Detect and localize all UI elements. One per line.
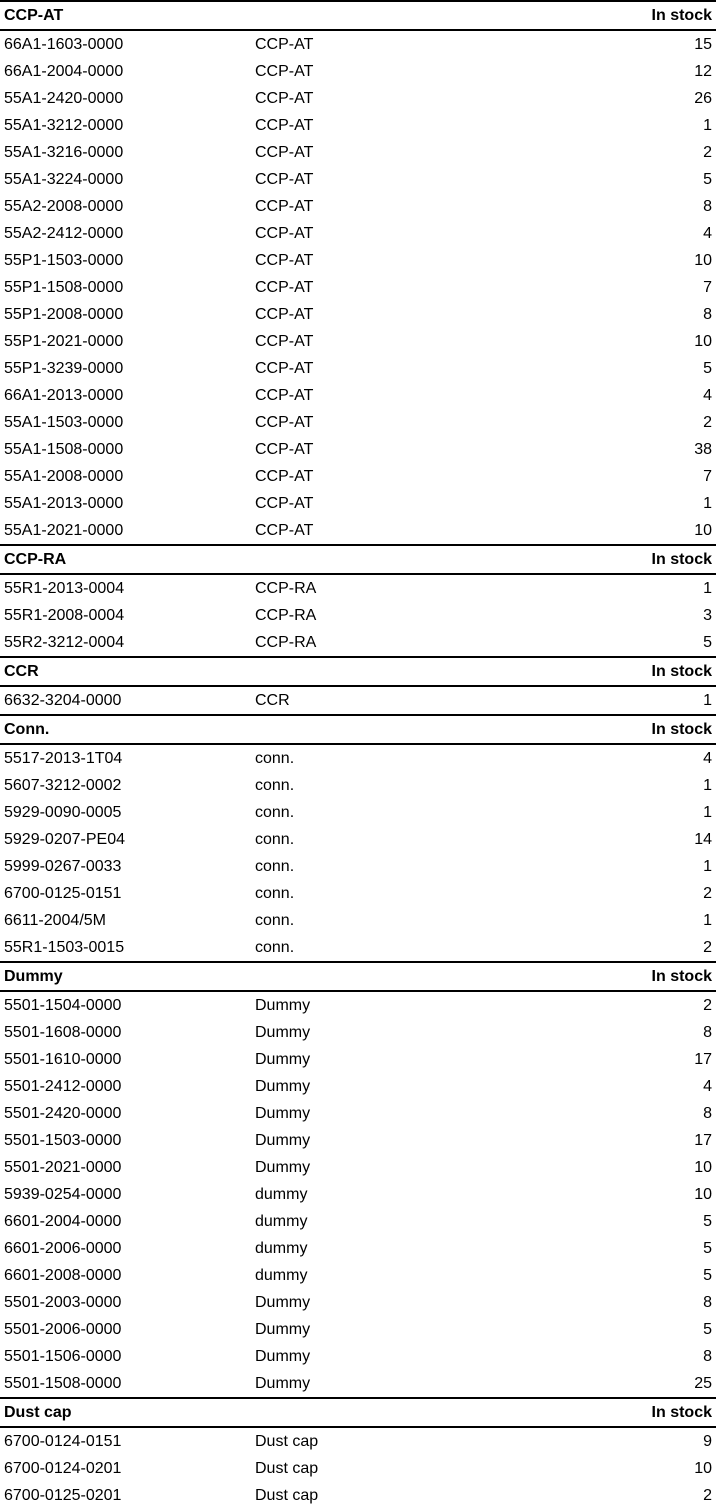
part-type: CCP-RA — [255, 579, 317, 597]
stock-quantity: 26 — [694, 89, 712, 107]
stock-quantity: 1 — [703, 911, 712, 929]
part-type: CCP-AT — [255, 332, 314, 350]
part-type: Dust cap — [255, 1432, 319, 1450]
stock-quantity: 8 — [703, 197, 712, 215]
table-row — [0, 1316, 716, 1343]
part-number: 55A1-2021-0000 — [4, 521, 124, 539]
stock-quantity: 1 — [703, 776, 712, 794]
part-number: 6611-2004/5M — [4, 911, 106, 929]
stock-quantity: 25 — [694, 1374, 712, 1392]
stock-quantity: 5 — [703, 359, 712, 377]
stock-quantity: 10 — [694, 1158, 712, 1176]
stock-quantity: 10 — [694, 251, 712, 269]
part-number: 5501-2412-0000 — [4, 1077, 122, 1095]
table-row — [0, 328, 716, 355]
stock-quantity: 1 — [703, 116, 712, 134]
in-stock-header: In stock — [651, 550, 712, 568]
category-title: CCP-AT — [4, 6, 64, 24]
table-row — [0, 112, 716, 139]
table-row — [0, 1208, 716, 1235]
category-title: Dust cap — [4, 1403, 72, 1421]
stock-quantity: 1 — [703, 494, 712, 512]
table-row — [0, 1235, 716, 1262]
part-number: 66A1-2013-0000 — [4, 386, 124, 404]
part-type: CCP-AT — [255, 116, 314, 134]
in-stock-header: In stock — [651, 1403, 712, 1421]
category-title: Dummy — [4, 967, 63, 985]
part-number: 55A1-1508-0000 — [4, 440, 124, 458]
part-number: 55P1-3239-0000 — [4, 359, 124, 377]
table-row — [0, 1455, 716, 1482]
table-row — [0, 274, 716, 301]
part-type: CCP-AT — [255, 89, 314, 107]
stock-quantity: 4 — [703, 224, 712, 242]
part-type: conn. — [255, 803, 295, 821]
part-number: 55R2-3212-0004 — [4, 633, 125, 651]
part-type: Dummy — [255, 1131, 311, 1149]
part-type: CCP-RA — [255, 633, 317, 651]
part-number: 5501-2420-0000 — [4, 1104, 122, 1122]
stock-quantity: 5 — [703, 1320, 712, 1338]
category-header — [0, 658, 716, 687]
table-row — [0, 517, 716, 544]
in-stock-header: In stock — [651, 720, 712, 738]
part-number: 6700-0124-0201 — [4, 1459, 122, 1477]
part-number: 5501-1504-0000 — [4, 996, 122, 1014]
part-number: 55P1-1508-0000 — [4, 278, 124, 296]
stock-quantity: 1 — [703, 579, 712, 597]
part-type: CCP-AT — [255, 413, 314, 431]
category-section — [0, 1397, 716, 1509]
stock-quantity: 8 — [703, 1293, 712, 1311]
part-type: conn. — [255, 857, 295, 875]
table-row — [0, 880, 716, 907]
part-type: Dummy — [255, 1320, 311, 1338]
stock-quantity: 5 — [703, 170, 712, 188]
part-number: 55A1-3212-0000 — [4, 116, 124, 134]
part-type: CCP-AT — [255, 494, 314, 512]
category-header — [0, 546, 716, 575]
category-section — [0, 961, 716, 1397]
stock-quantity: 1 — [703, 691, 712, 709]
part-number: 5501-1503-0000 — [4, 1131, 122, 1149]
part-type: Dummy — [255, 1104, 311, 1122]
stock-quantity: 4 — [703, 386, 712, 404]
table-row — [0, 490, 716, 517]
stock-quantity: 1 — [703, 857, 712, 875]
in-stock-header: In stock — [651, 662, 712, 680]
table-row — [0, 1181, 716, 1208]
stock-quantity: 5 — [703, 1212, 712, 1230]
category-title: CCR — [4, 662, 39, 680]
category-title: CCP-RA — [4, 550, 67, 568]
table-row — [0, 463, 716, 490]
part-number: 5501-1506-0000 — [4, 1347, 122, 1365]
part-type: CCP-AT — [255, 224, 314, 242]
stock-quantity: 4 — [703, 749, 712, 767]
table-row — [0, 1482, 716, 1509]
table-row — [0, 826, 716, 853]
part-number: 5999-0267-0033 — [4, 857, 122, 875]
table-row — [0, 220, 716, 247]
table-row — [0, 1019, 716, 1046]
part-number: 55A1-1503-0000 — [4, 413, 124, 431]
table-row — [0, 1262, 716, 1289]
part-number: 5501-1610-0000 — [4, 1050, 122, 1068]
table-row — [0, 1100, 716, 1127]
category-header — [0, 2, 716, 31]
category-section — [0, 544, 716, 656]
part-type: dummy — [255, 1266, 308, 1284]
stock-quantity: 2 — [703, 413, 712, 431]
part-type: CCP-AT — [255, 386, 314, 404]
stock-quantity: 8 — [703, 1023, 712, 1041]
part-number: 5939-0254-0000 — [4, 1185, 122, 1203]
part-number: 6601-2004-0000 — [4, 1212, 122, 1230]
category-header — [0, 963, 716, 992]
stock-quantity: 2 — [703, 1486, 712, 1504]
stock-quantity: 8 — [703, 1347, 712, 1365]
category-section — [0, 0, 716, 544]
part-number: 5501-2006-0000 — [4, 1320, 122, 1338]
part-type: Dummy — [255, 1293, 311, 1311]
part-type: Dummy — [255, 996, 311, 1014]
stock-quantity: 3 — [703, 606, 712, 624]
part-type: CCP-AT — [255, 35, 314, 53]
table-row — [0, 853, 716, 880]
part-type: Dust cap — [255, 1459, 319, 1477]
table-row — [0, 575, 716, 602]
part-type: conn. — [255, 830, 295, 848]
table-row — [0, 1370, 716, 1397]
table-row — [0, 992, 716, 1019]
part-type: Dummy — [255, 1023, 311, 1041]
table-row — [0, 934, 716, 961]
part-number: 66A1-1603-0000 — [4, 35, 124, 53]
part-type: CCP-AT — [255, 440, 314, 458]
stock-quantity: 7 — [703, 278, 712, 296]
stock-quantity: 7 — [703, 467, 712, 485]
table-row — [0, 166, 716, 193]
stock-quantity: 17 — [694, 1131, 712, 1149]
table-row — [0, 629, 716, 656]
stock-quantity: 8 — [703, 305, 712, 323]
category-header — [0, 716, 716, 745]
part-number: 5607-3212-0002 — [4, 776, 122, 794]
table-row — [0, 1046, 716, 1073]
part-number: 55A1-3216-0000 — [4, 143, 124, 161]
table-row — [0, 687, 716, 714]
part-type: CCP-RA — [255, 606, 317, 624]
part-type: CCP-AT — [255, 305, 314, 323]
stock-quantity: 14 — [694, 830, 712, 848]
part-number: 5501-2003-0000 — [4, 1293, 122, 1311]
stock-quantity: 9 — [703, 1432, 712, 1450]
part-type: Dummy — [255, 1077, 311, 1095]
table-row — [0, 799, 716, 826]
table-row — [0, 436, 716, 463]
stock-quantity: 8 — [703, 1104, 712, 1122]
category-header — [0, 1399, 716, 1428]
category-section — [0, 656, 716, 714]
table-row — [0, 1154, 716, 1181]
table-row — [0, 745, 716, 772]
table-row — [0, 1428, 716, 1455]
part-number: 55A1-2013-0000 — [4, 494, 124, 512]
table-row — [0, 193, 716, 220]
part-type: CCP-AT — [255, 197, 314, 215]
part-number: 55R1-2013-0004 — [4, 579, 125, 597]
part-number: 5501-1608-0000 — [4, 1023, 122, 1041]
table-row — [0, 409, 716, 436]
part-type: CCP-AT — [255, 251, 314, 269]
part-type: conn. — [255, 938, 295, 956]
stock-quantity: 2 — [703, 996, 712, 1014]
stock-quantity: 2 — [703, 884, 712, 902]
table-row — [0, 1127, 716, 1154]
part-type: CCP-AT — [255, 521, 314, 539]
part-number: 6700-0124-0151 — [4, 1432, 122, 1450]
stock-quantity: 17 — [694, 1050, 712, 1068]
part-type: Dummy — [255, 1158, 311, 1176]
part-number: 55A1-2420-0000 — [4, 89, 124, 107]
part-type: Dust cap — [255, 1486, 319, 1504]
part-type: CCP-AT — [255, 143, 314, 161]
stock-quantity: 2 — [703, 938, 712, 956]
part-type: Dummy — [255, 1050, 311, 1068]
table-row — [0, 1343, 716, 1370]
table-row — [0, 301, 716, 328]
part-type: conn. — [255, 911, 295, 929]
in-stock-header: In stock — [651, 967, 712, 985]
stock-quantity: 5 — [703, 1239, 712, 1257]
part-number: 6700-0125-0201 — [4, 1486, 122, 1504]
table-row — [0, 907, 716, 934]
part-number: 55P1-2021-0000 — [4, 332, 124, 350]
part-type: CCP-AT — [255, 62, 314, 80]
part-type: dummy — [255, 1185, 308, 1203]
part-number: 5929-0090-0005 — [4, 803, 122, 821]
part-number: 5929-0207-PE04 — [4, 830, 125, 848]
stock-quantity: 15 — [694, 35, 712, 53]
part-number: 55R1-2008-0004 — [4, 606, 125, 624]
stock-quantity: 10 — [694, 332, 712, 350]
table-row — [0, 772, 716, 799]
part-type: Dummy — [255, 1347, 311, 1365]
part-number: 55P1-2008-0000 — [4, 305, 124, 323]
part-number: 55A1-3224-0000 — [4, 170, 124, 188]
part-number: 55P1-1503-0000 — [4, 251, 124, 269]
category-section — [0, 714, 716, 961]
part-type: conn. — [255, 749, 295, 767]
stock-quantity: 10 — [694, 1185, 712, 1203]
table-row — [0, 31, 716, 58]
part-number: 55A1-2008-0000 — [4, 467, 124, 485]
part-type: CCP-AT — [255, 278, 314, 296]
part-type: conn. — [255, 884, 295, 902]
stock-quantity: 5 — [703, 633, 712, 651]
part-number: 5501-2021-0000 — [4, 1158, 122, 1176]
category-title: Conn. — [4, 720, 50, 738]
table-row — [0, 1289, 716, 1316]
in-stock-header: In stock — [651, 6, 712, 24]
part-type: dummy — [255, 1239, 308, 1257]
stock-quantity: 4 — [703, 1077, 712, 1095]
part-type: Dummy — [255, 1374, 311, 1392]
part-type: CCP-AT — [255, 170, 314, 188]
table-row — [0, 247, 716, 274]
part-number: 55A2-2412-0000 — [4, 224, 124, 242]
table-row — [0, 85, 716, 112]
stock-quantity: 10 — [694, 1459, 712, 1477]
table-row — [0, 602, 716, 629]
stock-quantity: 10 — [694, 521, 712, 539]
part-number: 5517-2013-1T04 — [4, 749, 123, 767]
part-number: 66A1-2004-0000 — [4, 62, 124, 80]
table-row — [0, 355, 716, 382]
part-number: 55R1-1503-0015 — [4, 938, 125, 956]
part-number: 6632-3204-0000 — [4, 691, 122, 709]
stock-quantity: 2 — [703, 143, 712, 161]
part-type: dummy — [255, 1212, 308, 1230]
table-row — [0, 1073, 716, 1100]
part-type: conn. — [255, 776, 295, 794]
part-number: 6601-2006-0000 — [4, 1239, 122, 1257]
stock-quantity: 5 — [703, 1266, 712, 1284]
table-row — [0, 139, 716, 166]
part-number: 6700-0125-0151 — [4, 884, 122, 902]
part-type: CCP-AT — [255, 467, 314, 485]
part-type: CCP-AT — [255, 359, 314, 377]
table-row — [0, 382, 716, 409]
stock-quantity: 1 — [703, 803, 712, 821]
part-type: CCR — [255, 691, 290, 709]
stock-quantity: 12 — [694, 62, 712, 80]
table-row — [0, 58, 716, 85]
stock-quantity: 38 — [694, 440, 712, 458]
part-number: 6601-2008-0000 — [4, 1266, 122, 1284]
part-number: 5501-1508-0000 — [4, 1374, 122, 1392]
part-number: 55A2-2008-0000 — [4, 197, 124, 215]
